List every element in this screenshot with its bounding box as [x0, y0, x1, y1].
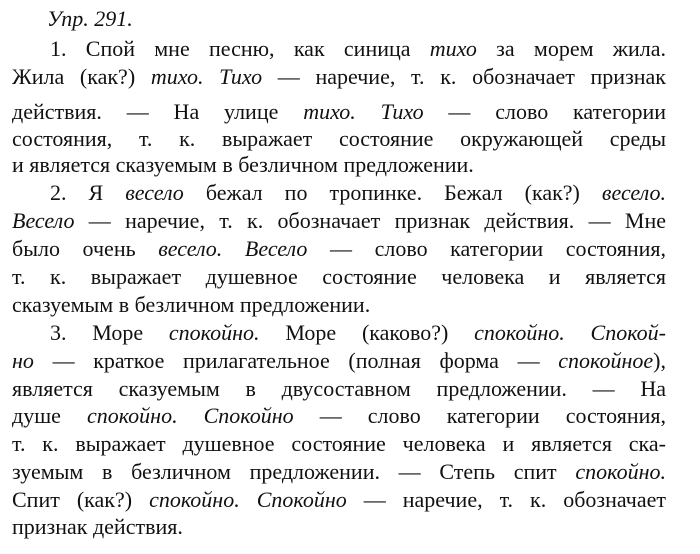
text-segment: 2. Я [50, 180, 126, 205]
text-line [12, 152, 666, 178]
text-line [12, 459, 666, 485]
text-line [12, 292, 666, 318]
italic-word: но [12, 348, 34, 373]
text-segment: Спит (как?) [12, 487, 150, 512]
italic-word: спокойное [558, 348, 654, 373]
text-segment: — слово категории состояния, [293, 403, 666, 428]
text-line [50, 320, 666, 346]
italic-word: спокойно. [168, 320, 260, 345]
text-segment: бежал по тропинке. Бежал (как?) [183, 180, 602, 205]
text-segment: было очень [12, 236, 159, 261]
italic-word: спокойно. Спокойно [86, 403, 294, 428]
text-segment: — наречие, т. к. обозначает признак [262, 64, 667, 89]
italic-word: спокойно. Спокойно [149, 487, 347, 512]
text-segment: и является сказуемым в безличном предложении. [12, 152, 474, 177]
italic-word: Весело [12, 208, 75, 233]
italic-word: весело [125, 180, 184, 205]
text-line [12, 348, 666, 374]
text-line [12, 126, 666, 152]
text-line [50, 180, 666, 206]
italic-word: весело. [601, 180, 666, 205]
text-line [12, 431, 666, 457]
text-segment: т. к. выражает душевное состояние человека и является ска- [12, 431, 666, 456]
text-segment: Море (каково?) [259, 320, 475, 345]
text-segment: т. к. выражает душевное состояние человека и является [12, 264, 666, 289]
text-segment: является сказуемым в двусоставном предложении. — На [12, 376, 666, 401]
text-line [12, 403, 666, 429]
text-segment: сказуемым в безличном предложении. [12, 292, 371, 317]
text-segment: душе [12, 403, 87, 428]
italic-word: весело. Весело [158, 236, 308, 261]
exercise-title: Упр. 291. [47, 6, 133, 31]
text-line [12, 264, 666, 290]
text-line [12, 64, 666, 90]
text-segment: — слово категории [423, 99, 667, 124]
text-line [12, 99, 666, 125]
text-line [50, 36, 666, 62]
text-segment: — наречие, т. к. обозначает [346, 487, 666, 512]
text-line [12, 487, 666, 513]
text-segment: — слово категории состояния, [307, 236, 667, 261]
text-line [12, 208, 666, 234]
italic-word: спокойно. [575, 459, 666, 484]
text-segment: ), [653, 348, 666, 373]
text-line [12, 376, 666, 402]
text-segment: зуемым в безличном предложении. — Степь спит [12, 459, 576, 484]
italic-word: тихо [429, 36, 477, 61]
italic-word: тихо. Тихо [303, 99, 424, 124]
text-segment: Жила (как?) [12, 64, 151, 89]
text-segment: — краткое прилагательное (полная форма — [33, 348, 559, 373]
text-segment: 3. Море [50, 320, 169, 345]
text-segment: за морем жила. [476, 36, 666, 61]
text-line [12, 236, 666, 262]
italic-word: спокойно. Спокой- [474, 320, 667, 345]
italic-word: тихо. Тихо [150, 64, 263, 89]
text-segment: действия. — На улице [12, 99, 304, 124]
text-segment: 1. Спой мне песню, как синица [50, 36, 430, 61]
text-segment: признак действия. [12, 514, 183, 539]
text-segment: — наречие, т. к. обозначает признак действия. — Мне [74, 208, 666, 233]
text-segment: состояния, т. к. выражает состояние окружающей среды [12, 126, 666, 151]
text-line [12, 514, 666, 540]
